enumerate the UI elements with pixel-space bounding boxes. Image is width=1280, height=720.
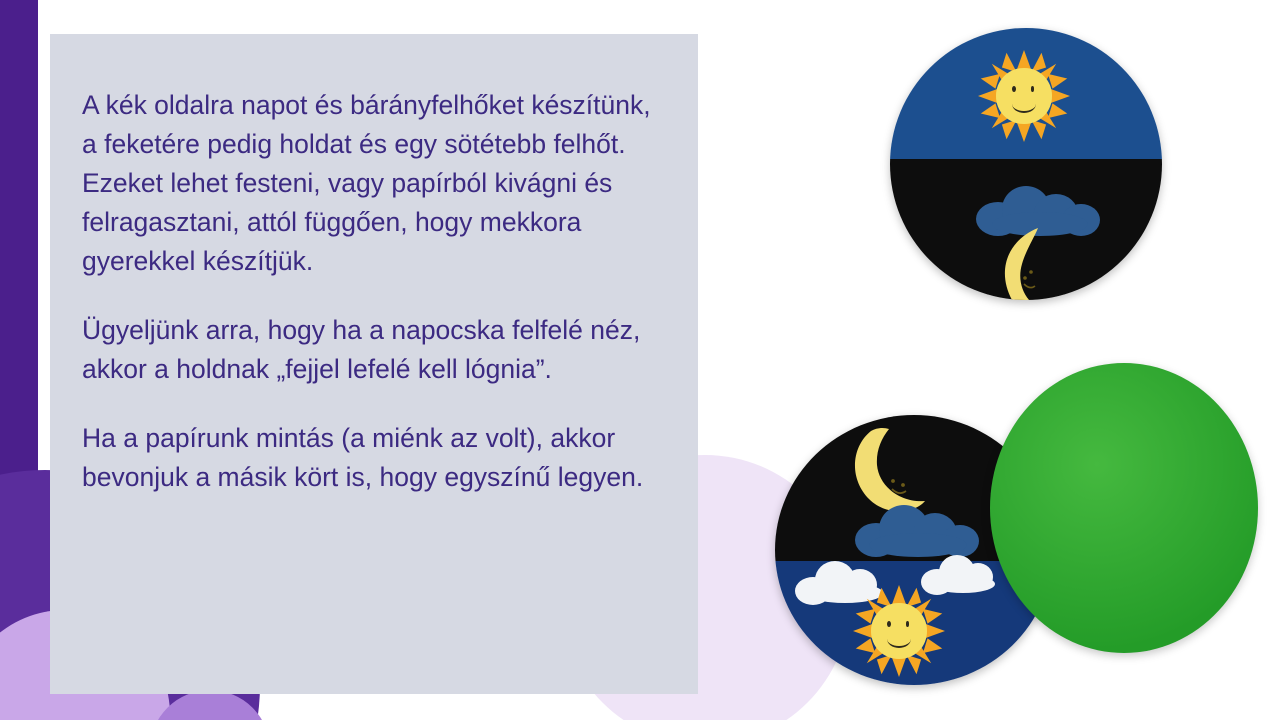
paragraph-3: Ha a papírunk mintás (a miénk az volt), akkor bevonjuk a másik kört is, hogy egyszínű legyen.: [82, 422, 644, 492]
sun-icon: [853, 585, 945, 677]
sun-face: [996, 68, 1051, 123]
disc-day-night-top: [890, 28, 1162, 300]
moon-icon: [845, 425, 929, 515]
dark-cloud-icon: [855, 503, 979, 557]
sun-eye-left: [887, 621, 891, 627]
text-card: [50, 34, 698, 694]
sun-eye-left: [1012, 86, 1016, 92]
sun-eye-right: [906, 621, 910, 627]
paragraph-2: Ügyeljünk arra, hogy ha a napocska felfelé néz, akkor a holdnak „fejjel lefelé kell lógnia”.: [82, 314, 641, 384]
sun-eye-right: [1031, 86, 1035, 92]
disc-green: [990, 363, 1258, 653]
moon-icon: [986, 224, 1060, 300]
sun-face: [871, 603, 926, 658]
photo-area: [700, 0, 1280, 720]
sun-mouth: [887, 630, 911, 649]
sun-icon: [978, 50, 1070, 142]
paragraph-1: A kék oldalra napot és bárányfelhőket készítünk, a feketére pedig holdat és egy sötétebb felhőt. Ezeket lehet festeni, vagy papírból kivágni és felragasztani, attól függően, hogy mekkora gyerekkel készítjük.: [82, 90, 651, 276]
sun-mouth: [1012, 95, 1036, 114]
